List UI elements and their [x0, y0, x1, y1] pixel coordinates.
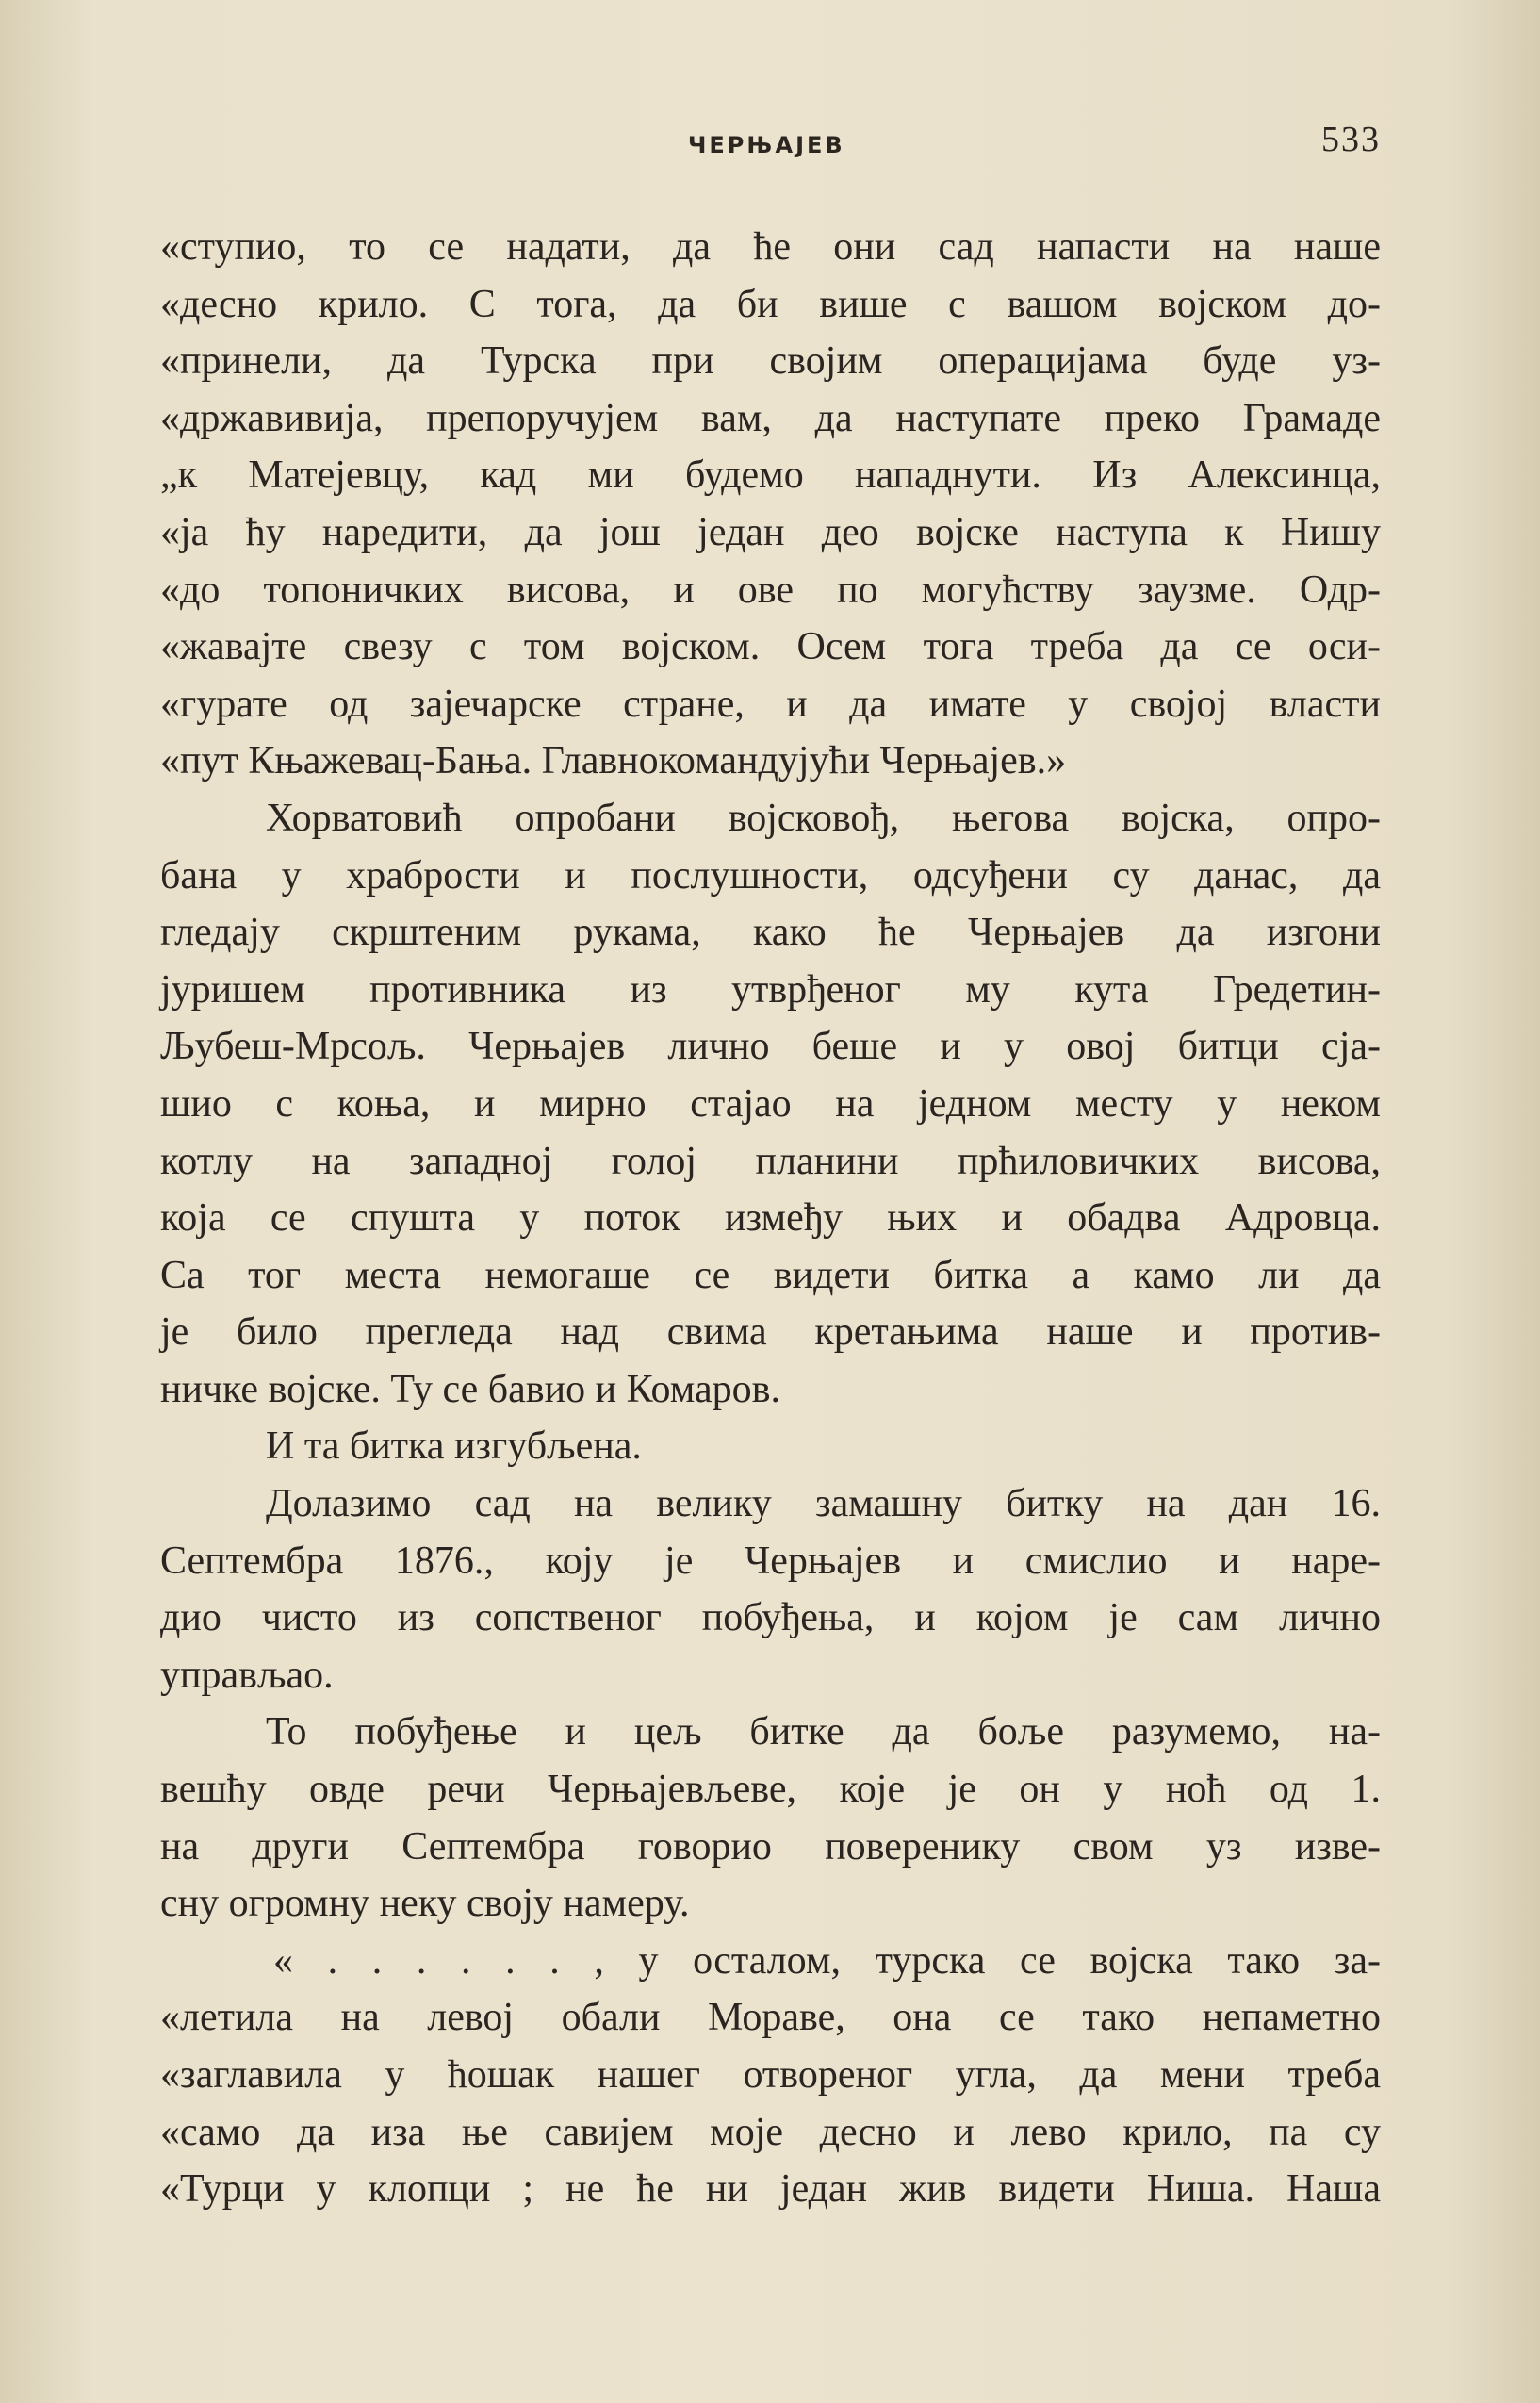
text-line: « . . . . . . , у осталом, турска се војска тако за- — [273, 1938, 1381, 1983]
text-line: Хорватовић опробани војсковођ, његова војска, опро- — [266, 796, 1381, 840]
text-line: је било прегледа над свима кретањима наше и против- — [160, 1310, 1381, 1355]
text-line: «жавајте свезу с том војском. Осем тога треба да се оси- — [160, 625, 1381, 669]
text-line: котлу на западној голој планини прћиловичких висова, — [160, 1139, 1381, 1183]
text-line: «принели, да Турска при својим операцијама буде уз- — [160, 339, 1381, 384]
text-line: сну огромну неку своју намеру. — [160, 1882, 690, 1926]
text-line: «Турци у клопци ; не ће ни један жив видети Ниша. Наша — [160, 2167, 1381, 2212]
text-line: «ступио, то се надати, да ће они сад напасти на наше — [160, 225, 1381, 269]
text-line: вешћу овде речи Черњајевљеве, које је он у ноћ од 1. — [160, 1768, 1381, 1812]
text-line: бана у храбрости и послушности, одсуђени су данас, да — [160, 853, 1381, 897]
text-line: управљао. — [160, 1653, 334, 1697]
text-line: «државивија, препоручујем вам, да наступате преко Грамаде — [160, 396, 1381, 440]
text-line: Септембра 1876., коју је Черњајев и смислио и наре- — [160, 1539, 1381, 1583]
text-line: „к Матејевцу, кад ми будемо нападнути. Из Алексинца, — [160, 453, 1381, 498]
text-line: «пут Књажевац-Бања. Главнокомандујући Черњајев.» — [160, 739, 1067, 783]
text-line: Љубеш-Мрсољ. Черњајев лично беше и у овој битци сја- — [160, 1025, 1381, 1069]
text-line: на други Септембра говорио поверенику свом уз изве- — [160, 1824, 1381, 1868]
text-line: шио с коња, и мирно стајао на једном месту у неком — [160, 1081, 1381, 1126]
text-line: која се спушта у поток између њих и обадва Адровца. — [160, 1196, 1381, 1241]
running-title: ЧЕРЊАЈЕВ — [688, 132, 845, 158]
text-line: «заглавила у ћошак нашег отвореног угла, да мени треба — [160, 2053, 1381, 2097]
text-line: гледају скрштеним рукама, како ће Черњајев да изгони — [160, 911, 1381, 955]
text-line: То побуђење и цељ битке да боље разумемо, на- — [266, 1710, 1381, 1754]
text-line: ничке војске. Ту се бавио и Комаров. — [160, 1367, 780, 1411]
text-line: «десно крило. С тога, да би више с вашом војском до- — [160, 282, 1381, 326]
text-line: дио чисто из сопственог побуђења, и којом је сам лично — [160, 1596, 1381, 1640]
text-line: «ја ћу наредити, да још један део војске наступа к Нишу — [160, 510, 1381, 554]
page-number: 533 — [1321, 120, 1381, 159]
text-line: «гурате од зајечарске стране, и да имате у својој власти — [160, 682, 1381, 726]
body-text — [160, 219, 1381, 2218]
text-line: јуришем противника из утврђеног му кута Гредетин- — [160, 967, 1381, 1012]
text-line: «само да иза ње савијем моје десно и лево крило, па су — [160, 2110, 1381, 2154]
page-header — [160, 111, 1381, 168]
text-line: Долазимо сад на велику замашну битку на дан 16. — [266, 1482, 1381, 1526]
text-line: «до топоничких висова, и ове по могућству заузме. Одр- — [160, 568, 1381, 612]
text-line: «летила на левој обали Мораве, она се тако непаметно — [160, 1996, 1381, 2040]
text-line: Са тог места немогаше се видети битка а камо ли да — [160, 1253, 1381, 1297]
text-line: И та битка изгубљена. — [266, 1424, 642, 1469]
